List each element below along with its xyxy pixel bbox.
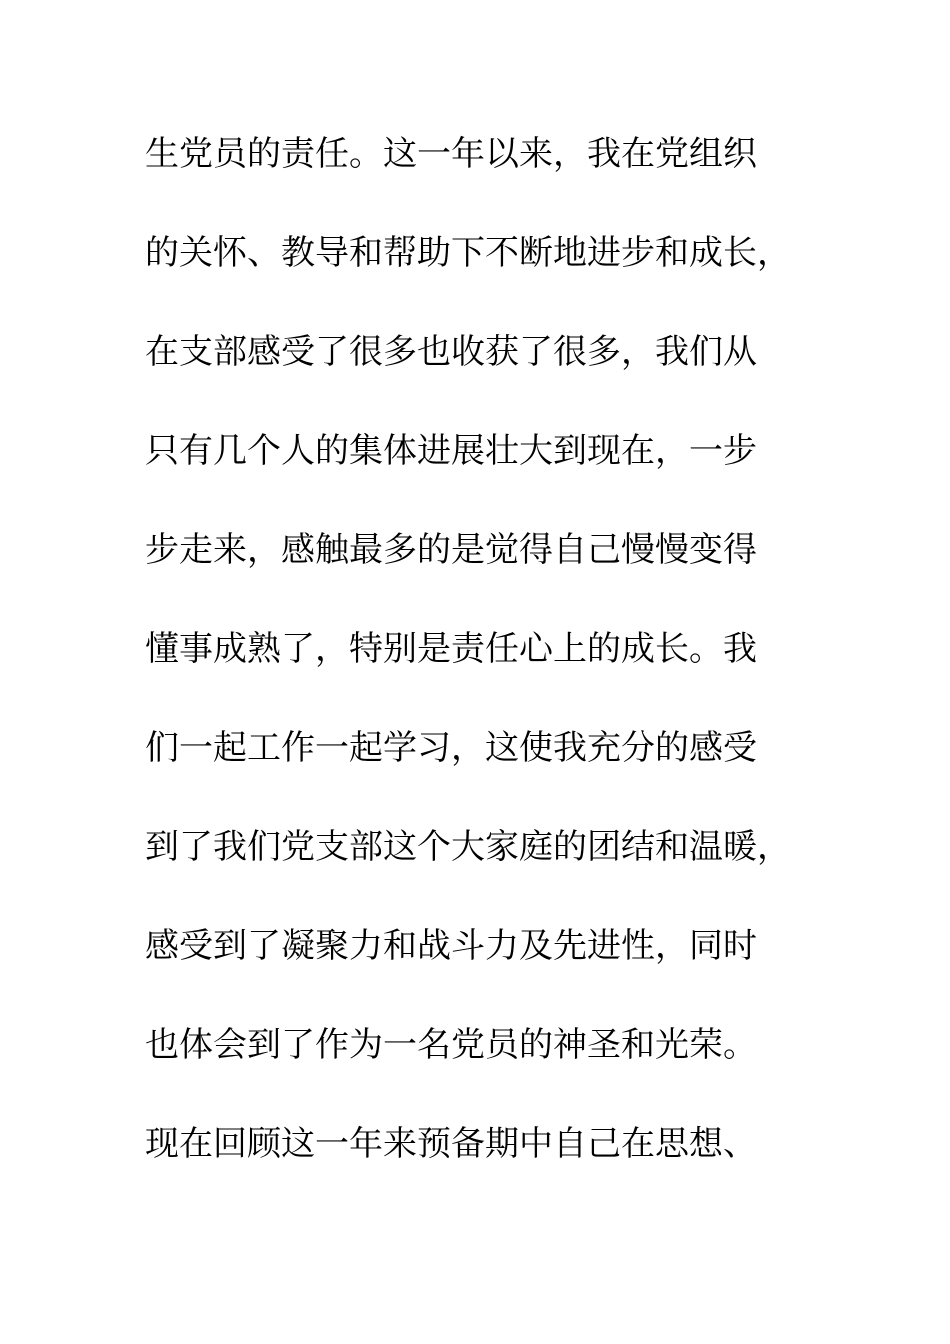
text-line-8: 到了我们党支部这个大家庭的团结和温暖， [145,827,791,867]
text-line-9: 感受到了凝聚力和战斗力及先进性，同时 [145,926,757,966]
text-line-5: 步走来，感触最多的是觉得自己慢慢变得 [145,530,757,570]
text-line-7: 们一起工作一起学习，这使我充分的感受 [145,728,757,768]
text-line-10: 也体会到了作为一名党员的神圣和光荣。 [145,1025,757,1065]
text-line-4: 只有几个人的集体进展壮大到现在，一步 [145,431,757,471]
body-text [145,124,825,1213]
text-line-3: 在支部感受了很多也收获了很多，我们从 [145,332,757,372]
text-line-2: 的关怀、教导和帮助下不断地进步和成长， [145,233,791,273]
text-line-6: 懂事成熟了，特别是责任心上的成长。我 [145,629,757,669]
text-line-11: 现在回顾这一年来预备期中自己在思想、 [145,1124,757,1164]
text-line-1: 生党员的责任。这一年以来，我在党组织 [145,134,757,174]
